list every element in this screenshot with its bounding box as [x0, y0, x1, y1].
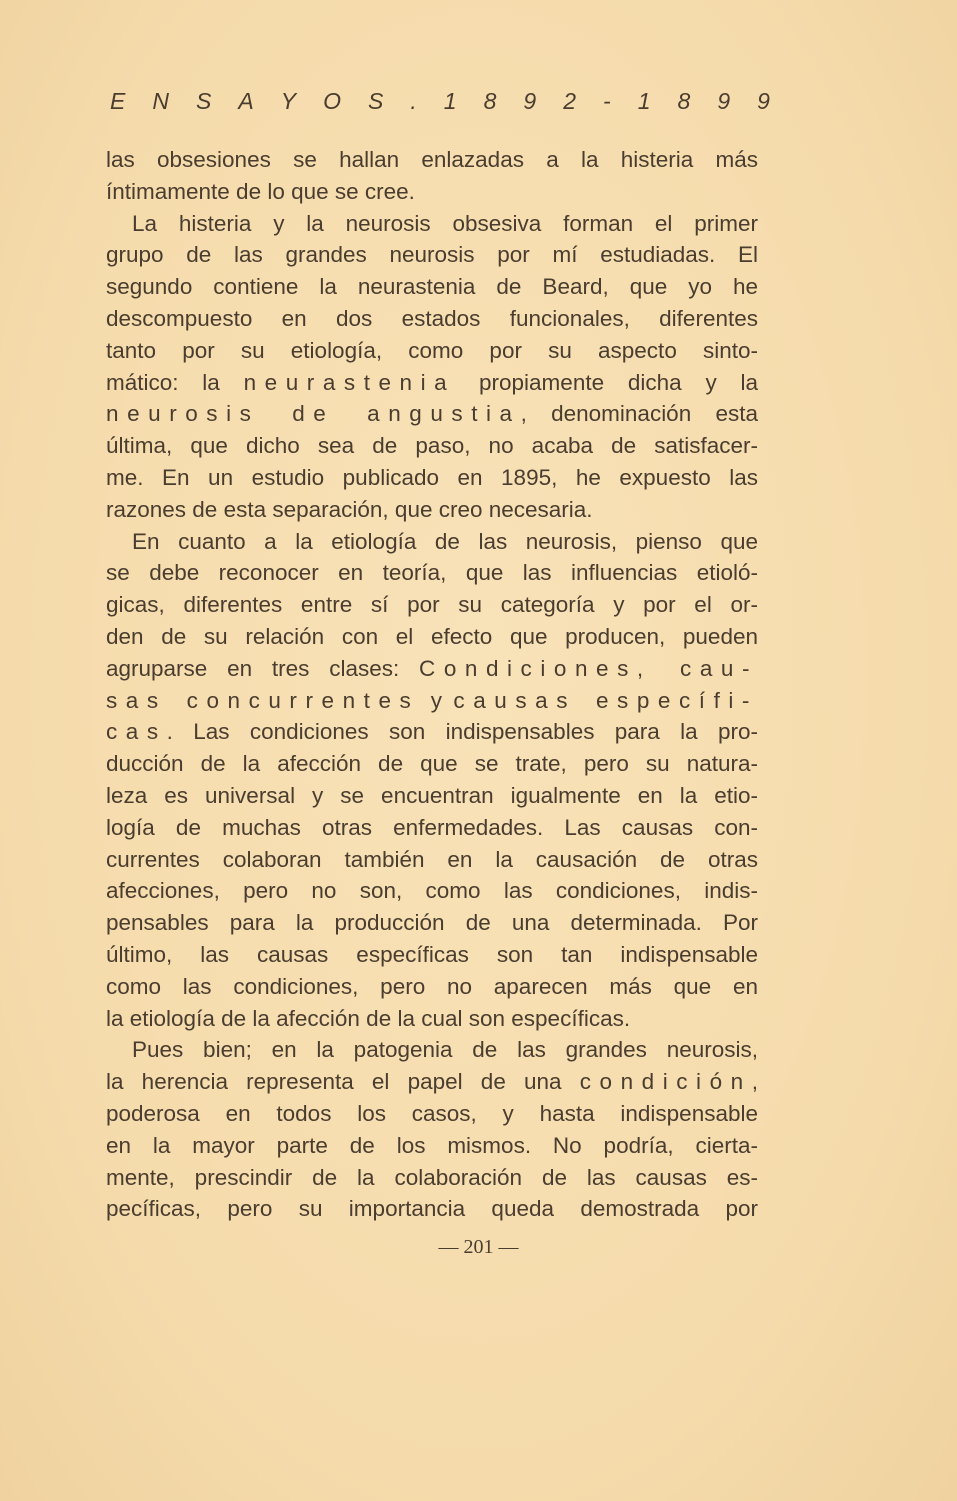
- header-letter: Y: [280, 88, 297, 114]
- header-letter: S: [367, 88, 384, 114]
- text-line: [106, 430, 758, 462]
- text-line: [106, 271, 758, 303]
- text-segment: logía de muchas otras enfermedades. Las causas con-: [106, 814, 758, 840]
- text-segment: La histeria y la neurosis obsesiva forman el primer: [132, 210, 758, 236]
- text-line: [106, 557, 758, 589]
- text-segment: Pues bien; en la patogenia de las grandes neurosis,: [132, 1037, 758, 1063]
- text-line: [106, 1130, 758, 1162]
- text-line: [106, 367, 758, 399]
- text-segment: pecíficas, pero su importancia queda demostrada por: [106, 1196, 758, 1222]
- text-line: [106, 1066, 758, 1098]
- header-letter: 9: [717, 88, 731, 114]
- text-line: [106, 716, 758, 748]
- text-line: [106, 589, 758, 621]
- page-number: — 201 —: [438, 1236, 519, 1258]
- text-segment: la etiología de la afección de la cual son específicas.: [106, 1005, 631, 1031]
- text-segment: último, las causas específicas son tan indispensable: [106, 941, 758, 967]
- text-segment: currentes colaboran también en la causación de otras: [106, 846, 758, 872]
- text-line: [106, 875, 758, 907]
- header-letter: 9: [523, 88, 537, 114]
- text-segment: última, que dicho sea de paso, no acaba de satisfacer-: [106, 433, 758, 459]
- text-line: [106, 844, 758, 876]
- header-letter: 8: [677, 88, 691, 114]
- text-segment: ducción de la afección de que se trate, pero su natura-: [106, 751, 758, 777]
- text-line: [106, 335, 758, 367]
- header-letter: .: [410, 88, 417, 114]
- header-letter: -: [603, 88, 611, 114]
- header-letter: E: [110, 88, 126, 114]
- text-line: [106, 971, 758, 1003]
- text-line: [106, 685, 758, 717]
- text-segment: en la mayor parte de los mismos. No podría, cierta-: [106, 1132, 758, 1158]
- header-letter: 2: [563, 88, 576, 114]
- header-letter: S: [196, 88, 212, 114]
- text-segment: se debe reconocer en teoría, que las influencias etioló-: [106, 560, 758, 586]
- text-line: [106, 526, 758, 558]
- text-line: [106, 208, 758, 240]
- text-segment: En cuanto a la etiología de las neurosis, pienso que: [132, 528, 758, 554]
- header-letter: 8: [483, 88, 497, 114]
- header-letter: O: [323, 88, 341, 114]
- text-line: [106, 907, 758, 939]
- text-line: [106, 939, 758, 971]
- emphasized-spaced-text: cas: [106, 719, 167, 745]
- text-line: [106, 1034, 758, 1066]
- text-line: [106, 1098, 758, 1130]
- text-segment: den de su relación con el efecto que producen, pueden: [106, 623, 758, 649]
- text-segment: poderosa en todos los casos, y hasta indispensable: [106, 1100, 758, 1126]
- text-segment: descompuesto en dos estados funcionales, diferentes: [106, 305, 758, 331]
- header-letter: 1: [443, 88, 457, 114]
- header-letter: A: [238, 88, 254, 114]
- text-segment: me. En un estudio publicado en 1895, he expuesto las: [106, 464, 758, 490]
- text-line: [106, 144, 758, 176]
- text-segment: mente, prescindir de la colaboración de las causas es-: [106, 1164, 758, 1190]
- text-line: [106, 303, 758, 335]
- text-line: [106, 398, 758, 430]
- text-segment: propiamente dicha y la: [455, 369, 758, 395]
- text-line: [106, 780, 758, 812]
- text-line: [106, 462, 758, 494]
- text-segment: como las condiciones, pero no aparecen más que en: [106, 973, 758, 999]
- text-segment: segundo contiene la neurastenia de Beard, que yo he: [106, 274, 758, 300]
- text-line: [106, 1193, 758, 1225]
- text-line: [106, 494, 758, 526]
- text-segment: gicas, diferentes entre sí por su categoría y por el or-: [106, 592, 758, 618]
- text-line: [106, 1162, 758, 1194]
- header-letter: 1: [637, 88, 651, 114]
- header-letter: 9: [757, 88, 770, 114]
- running-header: [110, 88, 770, 115]
- text-segment: y: [419, 687, 454, 713]
- text-segment: la herencia representa el papel de una: [106, 1069, 580, 1095]
- text-line: [106, 621, 758, 653]
- text-line: [106, 1003, 758, 1035]
- text-segment: razones de esta separación, que creo necesaria.: [106, 496, 593, 522]
- text-segment: . Las condiciones son indispensables para la pro-: [166, 719, 758, 745]
- text-segment: , denominación esta: [520, 401, 758, 427]
- header-letter: N: [152, 88, 169, 114]
- text-segment: las obsesiones se hallan enlazadas a la histeria más: [106, 147, 758, 172]
- text-line: [106, 176, 758, 208]
- emphasized-spaced-text: condición: [579, 1069, 752, 1095]
- text-segment: ,: [751, 1069, 758, 1095]
- text-line: [106, 239, 758, 271]
- text-line: [106, 748, 758, 780]
- text-segment: leza es universal y se encuentran igualmente en la etio-: [106, 782, 758, 808]
- text-segment: mático: la: [106, 369, 244, 395]
- text-segment: íntimamente de lo que se cree.: [106, 178, 415, 204]
- text-segment: agruparse en tres clases:: [106, 655, 420, 681]
- body-text: [106, 144, 758, 1225]
- emphasized-spaced-text: Condiciones, cau-: [419, 655, 758, 681]
- text-segment: grupo de las grandes neurosis por mí estudiadas. El: [106, 242, 758, 268]
- emphasized-spaced-text: neurastenia: [243, 369, 456, 395]
- emphasized-spaced-text: sas concurrentes: [106, 687, 420, 713]
- text-line: [106, 653, 758, 685]
- text-segment: tanto por su etiología, como por su aspecto sinto-: [106, 337, 758, 363]
- emphasized-spaced-text: causas específi-: [453, 687, 758, 713]
- text-segment: pensables para la producción de una determinada. Por: [106, 910, 758, 936]
- text-line: [106, 812, 758, 844]
- text-segment: afecciones, pero no son, como las condiciones, indis-: [106, 878, 758, 904]
- emphasized-spaced-text: neurosis de angustia: [106, 401, 521, 427]
